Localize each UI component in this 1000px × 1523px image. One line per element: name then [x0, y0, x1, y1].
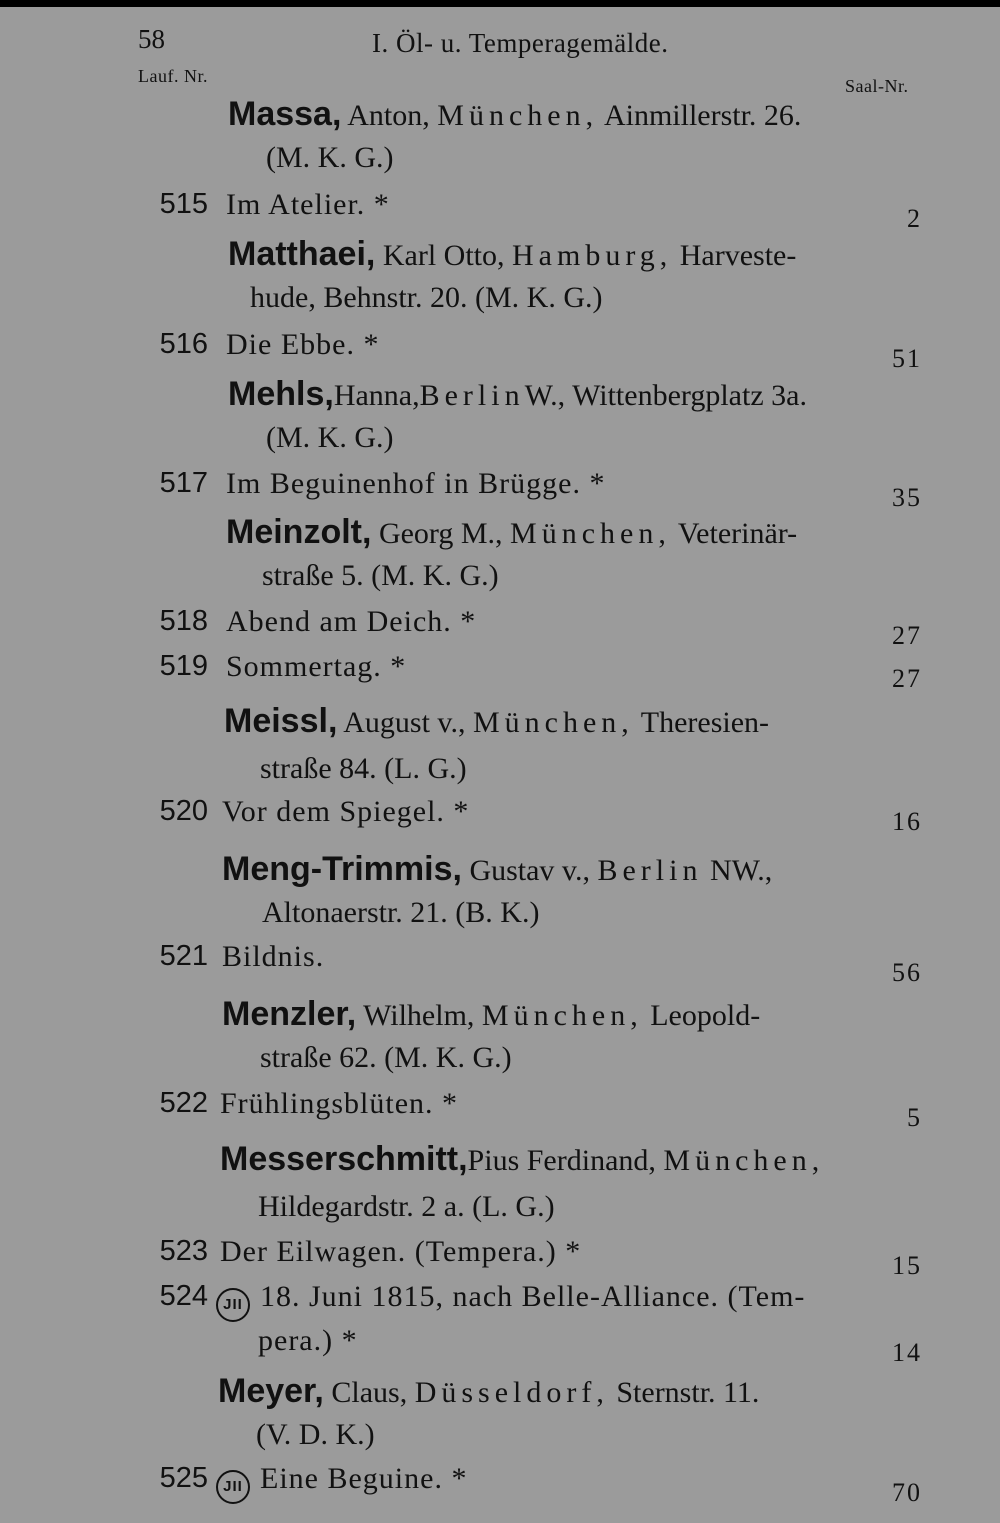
saal-number: 27 — [892, 621, 922, 650]
lauf-number: 518 — [159, 605, 208, 637]
lauf-number: 523 — [159, 1235, 208, 1267]
work-title: Vor dem Spiegel. * — [222, 795, 470, 828]
artist-city: München, — [663, 1144, 825, 1177]
artist-city: München, — [481, 999, 643, 1032]
work-title: Eine Beguine. * — [260, 1462, 468, 1495]
work-title: Frühlingsblüten. * — [220, 1087, 459, 1120]
lauf-number: 521 — [159, 940, 208, 972]
saal-number: 27 — [892, 664, 922, 693]
lauf-number: 517 — [159, 467, 208, 499]
artist-address: (M. K. G.) — [266, 141, 394, 174]
column-label-lauf-nr: Lauf. Nr. — [138, 66, 208, 86]
artist-address: hude, Behnstr. 20. (M. K. G.) — [250, 281, 603, 314]
artist-name: Meinzolt, — [226, 513, 372, 551]
saal-number: 56 — [892, 958, 922, 987]
artist-name: Meissl, — [224, 702, 338, 740]
work-title: Im Atelier. * — [226, 188, 390, 221]
work-title: 18. Juni 1815, nach Belle-Alliance. (Tem- — [260, 1280, 806, 1313]
work-title-continued: pera.) * — [258, 1324, 358, 1357]
artist-address: straße 62. (M. K. G.) — [260, 1041, 512, 1074]
saal-number: 16 — [892, 807, 922, 836]
lauf-number: 516 — [159, 328, 208, 360]
artist-city: Berlin — [597, 854, 703, 887]
artist-city: Hamburg, — [512, 239, 673, 272]
work-title: Der Eilwagen. (Tempera.) * — [220, 1235, 582, 1268]
artist-name: Messerschmitt, — [220, 1140, 468, 1178]
artist-name: Meng-Trimmis, — [222, 850, 462, 888]
running-head — [0, 22, 1000, 62]
saal-number: 14 — [892, 1338, 922, 1367]
saal-number: 70 — [892, 1478, 922, 1507]
column-label-saal-nr: Saal-Nr. — [845, 76, 909, 96]
lauf-number: 515 — [159, 188, 208, 220]
seal-mark-icon: JII — [216, 1288, 250, 1322]
lauf-number: 519 — [159, 650, 208, 682]
artist-name: Matthaei, — [228, 235, 376, 273]
artist-name: Meyer, — [218, 1372, 324, 1410]
saal-number: 51 — [892, 344, 922, 373]
artist-city: München, — [510, 517, 671, 550]
running-title: I. Öl- u. Temperagemälde. — [372, 28, 669, 58]
artist-address: Hildegardstr. 2 a. (L. G.) — [258, 1190, 555, 1223]
lauf-number: 520 — [159, 795, 208, 827]
artist-city: München, — [472, 706, 634, 739]
work-title: Sommertag. * — [226, 650, 407, 683]
lauf-number: 522 — [159, 1087, 208, 1119]
artist-address: straße 84. (L. G.) — [260, 752, 467, 785]
work-title: Abend am Deich. * — [226, 605, 477, 638]
lauf-number: 525 — [159, 1462, 208, 1494]
saal-number: 35 — [892, 483, 922, 512]
saal-number: 2 — [907, 204, 922, 233]
artist-city: Düsseldorf, — [414, 1376, 609, 1409]
artist-address: straße 5. (M. K. G.) — [262, 559, 499, 592]
top-border — [0, 0, 1000, 7]
artist-name: Mehls, — [228, 375, 334, 413]
page-number: 58 — [138, 24, 165, 54]
seal-mark-icon: JII — [216, 1470, 250, 1504]
artist-address: (V. D. K.) — [256, 1418, 375, 1451]
artist-city: München, — [437, 99, 599, 132]
work-title: Im Beguinenhof in Brügge. * — [226, 467, 606, 500]
work-title: Bildnis. — [222, 940, 325, 973]
artist-name: Menzler, — [222, 995, 357, 1033]
work-title: Die Ebbe. * — [226, 328, 380, 361]
saal-number: 5 — [907, 1103, 922, 1132]
lauf-number: 524 — [159, 1280, 208, 1312]
artist-address: (M. K. G.) — [266, 421, 394, 454]
artist-address: Altonaerstr. 21. (B. K.) — [262, 896, 540, 929]
artist-name: Massa, — [228, 95, 342, 133]
artist-city: Berlin — [419, 379, 525, 412]
saal-number: 15 — [892, 1251, 922, 1280]
